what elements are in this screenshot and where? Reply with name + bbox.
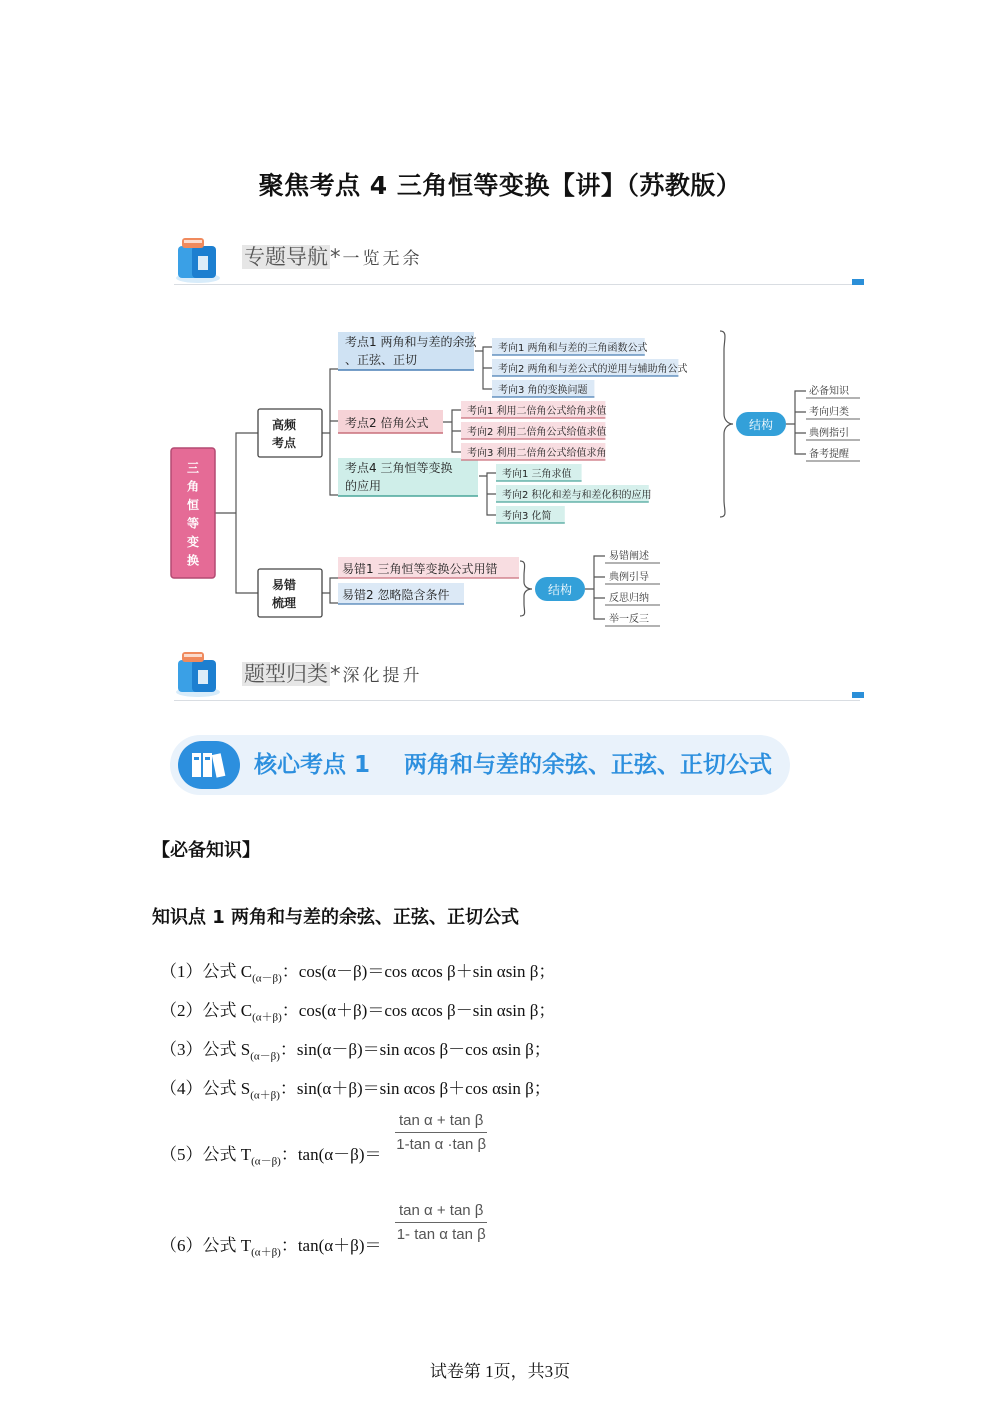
- branch-label-line2: 考点: [272, 436, 297, 450]
- direction-label: 考向3 利用二倍角公式给值求角: [467, 448, 607, 459]
- structure-item: 必备知识: [809, 386, 849, 397]
- structure-item: 考向归类: [809, 407, 849, 418]
- formula-6: （6）公式 $T_{(\alpha+\beta)}$：tan(α＋β)＝: [160, 1236, 382, 1259]
- root-char: 恒: [186, 498, 200, 512]
- structure-label: 结构: [547, 583, 573, 597]
- knowledge-point-heading: 知识点 1 两角和与差的余弦、正弦、正切公式: [152, 907, 520, 928]
- point-label-line1: 考点4 三角恒等变换: [345, 461, 453, 475]
- numerator: tan α + tan β: [395, 1112, 487, 1133]
- structure-item: 典例指引: [809, 428, 849, 439]
- direction-label: 考向3 角的变换问题: [498, 385, 588, 396]
- point-label-line2: 、正弦、正切: [345, 353, 418, 367]
- mind-map: [0, 0, 1000, 640]
- knowledge-heading: 【必备知识】: [152, 840, 260, 861]
- books-icon: [178, 741, 240, 789]
- error-label: 易错2 忽略隐含条件: [342, 588, 450, 602]
- formula-1: （1）公式 $C_{(\alpha-\beta)}$：cos(α－β)＝cos αcos β＋sin αsin β；: [160, 962, 556, 985]
- structure-item: 典例引导: [609, 572, 649, 583]
- core-point-label: 核心考点 1: [254, 752, 371, 778]
- formula-3: （3）公式 $S_{(\alpha-\beta)}$：sin(α－β)＝sin αcos β－cos αsin β；: [160, 1040, 551, 1063]
- formula-5-fraction: [395, 1112, 487, 1153]
- section-heading: 题型归类* 深化提升: [244, 662, 423, 686]
- core-point-banner: [170, 735, 790, 795]
- branch-label-line1: 高频: [272, 418, 297, 432]
- section-banner-categories: [168, 642, 868, 712]
- numerator: tan α + tan β: [395, 1202, 487, 1223]
- direction-label: 考向2 两角和与差公式的逆用与辅助角公式: [498, 364, 688, 375]
- page-title: 聚焦考点 4 三角恒等变换【讲】（苏教版）: [258, 171, 742, 200]
- point-label-line1: 考点1 两角和与差的余弦: [345, 335, 477, 349]
- branch-label-line2: 梳理: [272, 596, 297, 610]
- root-char: 换: [186, 553, 200, 568]
- formula-2: （2）公式 $C_{(\alpha+\beta)}$：cos(α＋β)＝cos αcos β－sin αsin β；: [160, 1001, 556, 1024]
- direction-label: 考向1 三角求值: [502, 469, 572, 480]
- point-label: 考点2 倍角公式: [345, 416, 429, 430]
- structure-item: 举一反三: [609, 614, 649, 625]
- error-label: 易错1 三角恒等变换公式用错: [342, 562, 498, 576]
- formula-5: （5）公式 $T_{(\alpha-\beta)}$：tan(α－β)＝: [160, 1145, 382, 1168]
- page-footer: 试卷第 1页，共3页: [429, 1362, 571, 1381]
- section-heading: 专题导航* 一览无余: [244, 245, 423, 269]
- divider-marker: [852, 692, 864, 698]
- structure-item: 反思归纳: [609, 593, 649, 604]
- denominator: 1- tan α tan β: [396, 1226, 486, 1243]
- structure-item: 易错阐述: [609, 551, 649, 562]
- branch-label-line1: 易错: [272, 578, 297, 592]
- root-char: 角: [186, 479, 200, 494]
- structure-label: 结构: [748, 418, 774, 432]
- structure-item: 备考提醒: [809, 449, 849, 460]
- book-icon: [172, 646, 224, 698]
- root-char: 等: [186, 516, 200, 531]
- direction-label: 考向2 积化和差与和差化积的应用: [502, 490, 652, 501]
- direction-label: 考向3 化简: [502, 511, 552, 522]
- divider: [174, 700, 860, 701]
- core-point-title: 两角和与差的余弦、正弦、正切公式: [404, 752, 772, 778]
- denominator: 1-tan α ·tan β: [396, 1136, 487, 1153]
- point-label-line2: 的应用: [345, 479, 382, 493]
- formula-4: （4）公式 $S_{(\alpha+\beta)}$：sin(α＋β)＝sin αcos β＋cos αsin β；: [160, 1079, 551, 1102]
- direction-label: 考向1 两角和与差的三角函数公式: [498, 343, 648, 354]
- root-char: 三: [186, 461, 200, 475]
- direction-label: 考向2 利用二倍角公式给值求值: [467, 427, 607, 438]
- formula-6-fraction: [395, 1202, 487, 1243]
- root-char: 变: [186, 535, 200, 549]
- direction-label: 考向1 利用二倍角公式给角求值: [467, 406, 607, 417]
